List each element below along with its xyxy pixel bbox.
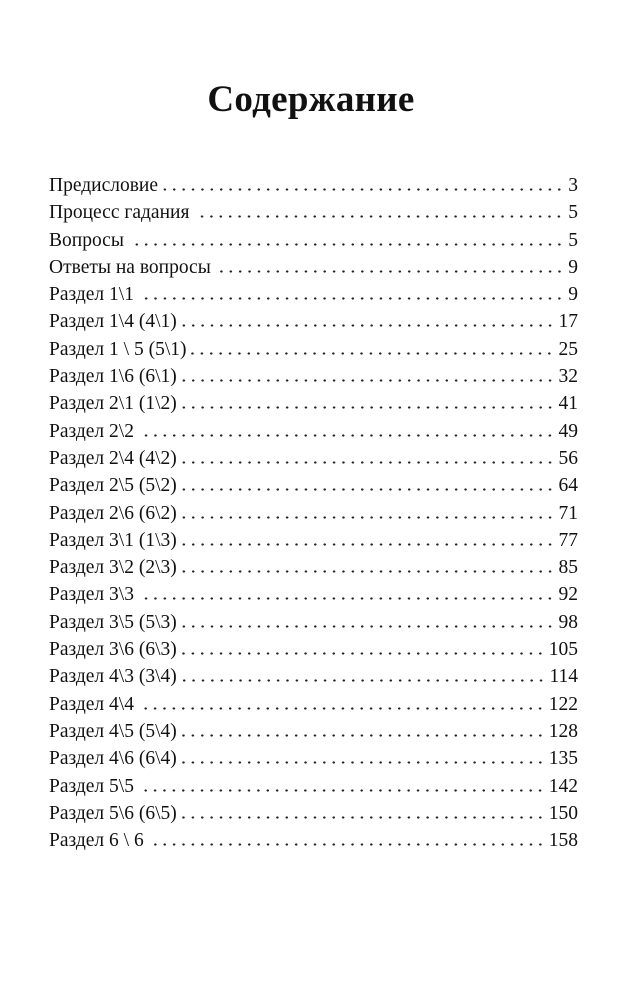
toc-entry-page: 158 — [548, 830, 578, 852]
toc-entry — [49, 336, 578, 363]
toc-entry — [49, 800, 578, 827]
toc-entry — [49, 554, 578, 581]
table-of-contents — [49, 172, 578, 854]
toc-entry-title: Предисловие — [49, 175, 159, 196]
dot-leader — [182, 406, 555, 409]
dot-leader — [149, 843, 545, 846]
toc-entry-title: Раздел 1\1 — [49, 284, 134, 306]
toc-entry — [49, 636, 578, 663]
toc-entry-page: 85 — [558, 557, 578, 579]
toc-entry — [49, 581, 578, 608]
toc-entry-page: 32 — [558, 366, 578, 388]
toc-entry-page: 64 — [558, 475, 578, 497]
toc-entry — [49, 281, 578, 308]
toc-entry-title: Раздел 2\4 (4\2) — [49, 447, 177, 469]
toc-entry-title: Раздел 4\3 (3\4) — [49, 666, 177, 688]
toc-entry-title: Раздел 2\1 (1\2) — [49, 393, 177, 415]
dot-leader — [182, 324, 555, 327]
dot-leader — [139, 789, 545, 792]
dot-leader — [182, 570, 555, 573]
dot-leader — [139, 297, 564, 300]
toc-entry-page: 71 — [558, 502, 578, 524]
dot-leader — [216, 270, 564, 273]
dot-leader — [182, 379, 555, 382]
toc-entry-title: Раздел 5\5 — [49, 775, 134, 797]
toc-entry-page: 41 — [558, 393, 578, 415]
toc-entry-title: Раздел 3\6 (6\3) — [49, 639, 177, 661]
toc-entry-title: Ответы на вопросы — [49, 256, 211, 278]
dot-leader — [182, 488, 555, 491]
toc-entry-title: Раздел 1\6 (6\1) — [49, 366, 177, 388]
toc-entry-page: 114 — [549, 666, 578, 688]
toc-entry-title: Раздел 3\5 (5\3) — [49, 611, 177, 633]
toc-entry — [49, 609, 578, 636]
toc-entry-title: Раздел 3\1 (1\3) — [49, 529, 177, 551]
toc-entry-page: 56 — [558, 447, 578, 469]
toc-entry-title: Раздел 4\4 — [49, 693, 134, 715]
toc-entry-title: Процесс гадания — [49, 202, 190, 224]
toc-entry-page: 3 — [568, 175, 578, 196]
toc-entry — [49, 663, 578, 690]
toc-entry-page: 142 — [548, 775, 578, 797]
dot-leader — [139, 597, 555, 600]
toc-entry — [49, 718, 578, 745]
dot-leader — [182, 734, 545, 737]
toc-entry-title: Раздел 2\5 (5\2) — [49, 475, 177, 497]
toc-entry-page: 128 — [548, 720, 578, 742]
toc-entry-page: 135 — [548, 748, 578, 770]
toc-entry — [49, 227, 578, 254]
toc-entry — [49, 308, 578, 335]
toc-entry — [49, 390, 578, 417]
toc-entry-title: Раздел 1 \ 5 (5\1) — [49, 338, 187, 360]
toc-entry-title: Раздел 4\5 (5\4) — [49, 720, 177, 742]
dot-leader — [182, 679, 546, 682]
toc-entry — [49, 472, 578, 499]
toc-entry-page: 9 — [568, 256, 578, 278]
toc-entry-page: 77 — [558, 529, 578, 551]
toc-entry-title: Раздел 3\2 (2\3) — [49, 557, 177, 579]
toc-entry-page: 98 — [558, 611, 578, 633]
dot-leader — [182, 816, 545, 819]
toc-entry-title: Раздел 2\2 — [49, 420, 134, 442]
toc-entry-title: Раздел 2\6 (6\2) — [49, 502, 177, 524]
dot-leader — [182, 516, 555, 519]
toc-entry — [49, 500, 578, 527]
toc-entry-page: 5 — [568, 229, 578, 251]
toc-entry — [49, 745, 578, 772]
toc-entry — [49, 363, 578, 390]
dot-leader — [182, 625, 555, 628]
dot-leader — [182, 461, 555, 464]
toc-entry-page: 25 — [558, 338, 578, 360]
toc-entry-page: 92 — [558, 584, 578, 606]
toc-entry-title: Раздел 4\6 (6\4) — [49, 748, 177, 770]
toc-entry-page: 5 — [568, 202, 578, 224]
dot-leader — [182, 652, 545, 655]
page-title: Содержание — [207, 79, 415, 120]
dot-leader — [129, 243, 564, 246]
dot-leader — [139, 434, 555, 437]
dot-leader — [182, 543, 555, 546]
toc-entry — [49, 827, 578, 854]
toc-entry — [49, 172, 578, 199]
toc-entry-title: Раздел 5\6 (6\5) — [49, 802, 177, 824]
dot-leader — [163, 188, 564, 191]
toc-entry-page: 9 — [568, 284, 578, 306]
dot-leader — [182, 761, 545, 764]
toc-entry-page: 49 — [558, 420, 578, 442]
toc-entry-page: 17 — [558, 311, 578, 333]
toc-entry-title: Раздел 3\3 — [49, 584, 134, 606]
toc-entry — [49, 773, 578, 800]
toc-entry — [49, 418, 578, 445]
toc-entry — [49, 527, 578, 554]
dot-leader — [194, 215, 564, 218]
toc-entry-title: Раздел 1\4 (4\1) — [49, 311, 177, 333]
toc-entry-title: Раздел 6 \ 6 — [49, 830, 144, 852]
toc-entry-page: 150 — [548, 802, 578, 824]
toc-entry-title: Вопросы — [49, 229, 124, 251]
toc-entry — [49, 445, 578, 472]
toc-entry — [49, 691, 578, 718]
toc-entry-page: 122 — [548, 693, 578, 715]
toc-entry — [49, 254, 578, 281]
dot-leader — [191, 352, 554, 355]
dot-leader — [139, 707, 545, 710]
toc-entry-page: 105 — [548, 639, 578, 661]
toc-entry — [49, 199, 578, 226]
